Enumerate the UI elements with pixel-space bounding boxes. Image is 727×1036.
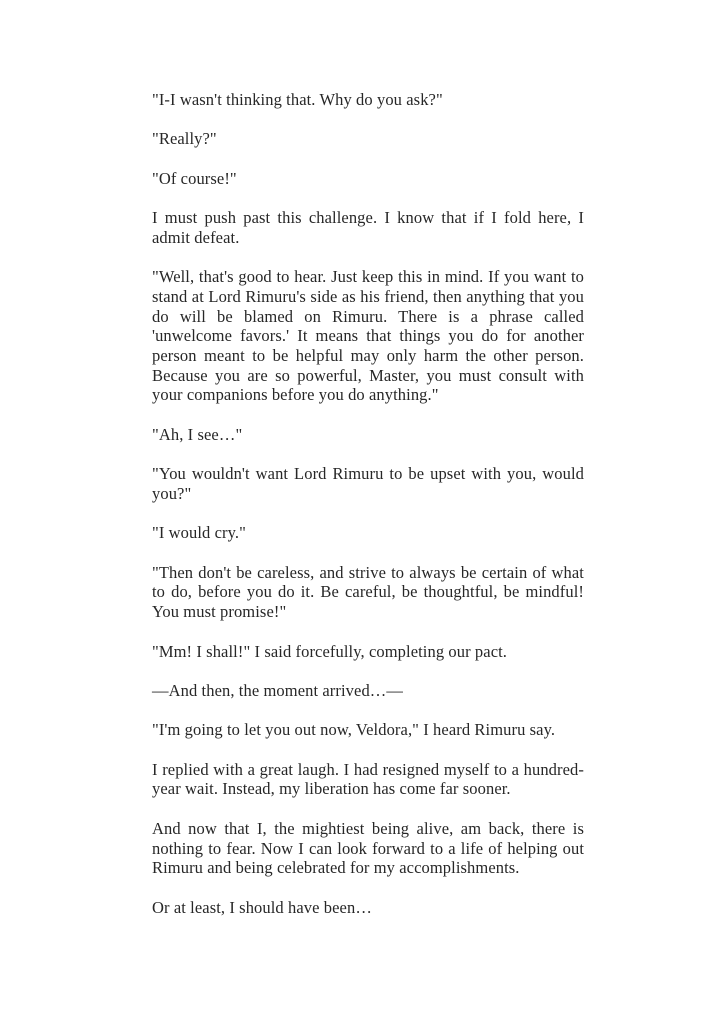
- paragraph: "I'm going to let you out now, Veldora," I heard Rimuru say.: [152, 720, 556, 740]
- paragraph: "Then don't be careless, and strive to always be certain of what to do, before you do it. Be careful, be thoughtful, be mindful! You must promise!": [152, 562, 584, 622]
- paragraph: I must push past this challenge. I know that if I fold here, I admit defeat.: [152, 208, 584, 247]
- paragraph: "I would cry.": [152, 523, 246, 543]
- paragraph: "Well, that's good to hear. Just keep this in mind. If you want to stand at Lord Rimuru's side as his friend, then anything that you do will be blamed on Rimuru. There is a phrase called 'unwelcome favors.' It means that things you do for another person meant to be helpful may only harm the other person. Because you are so powerful, Master, you must consult with your companions before you do anything.": [152, 267, 584, 405]
- paragraph: "Of course!": [152, 168, 237, 188]
- paragraph: —And then, the moment arrived…—: [152, 680, 404, 700]
- paragraph: And now that I, the mightiest being alive, am back, there is nothing to fear. Now I can look forward to a life of helping out Rimuru and being celebrated for my accomplishments.: [152, 818, 584, 878]
- paragraph: "Really?": [152, 129, 217, 149]
- paragraph: "Mm! I shall!" I said forcefully, completing our pact.: [152, 641, 508, 661]
- paragraph: Or at least, I should have been…: [152, 897, 372, 917]
- paragraph: "I-I wasn't thinking that. Why do you ask?": [152, 90, 443, 109]
- text-block: [152, 90, 584, 917]
- paragraph: "Ah, I see…": [152, 424, 243, 444]
- paragraph: "You wouldn't want Lord Rimuru to be upset with you, would you?": [152, 464, 584, 503]
- paragraph: I replied with a great laugh. I had resigned myself to a hundred-year wait. Instead, my liberation has come far sooner.: [152, 759, 584, 799]
